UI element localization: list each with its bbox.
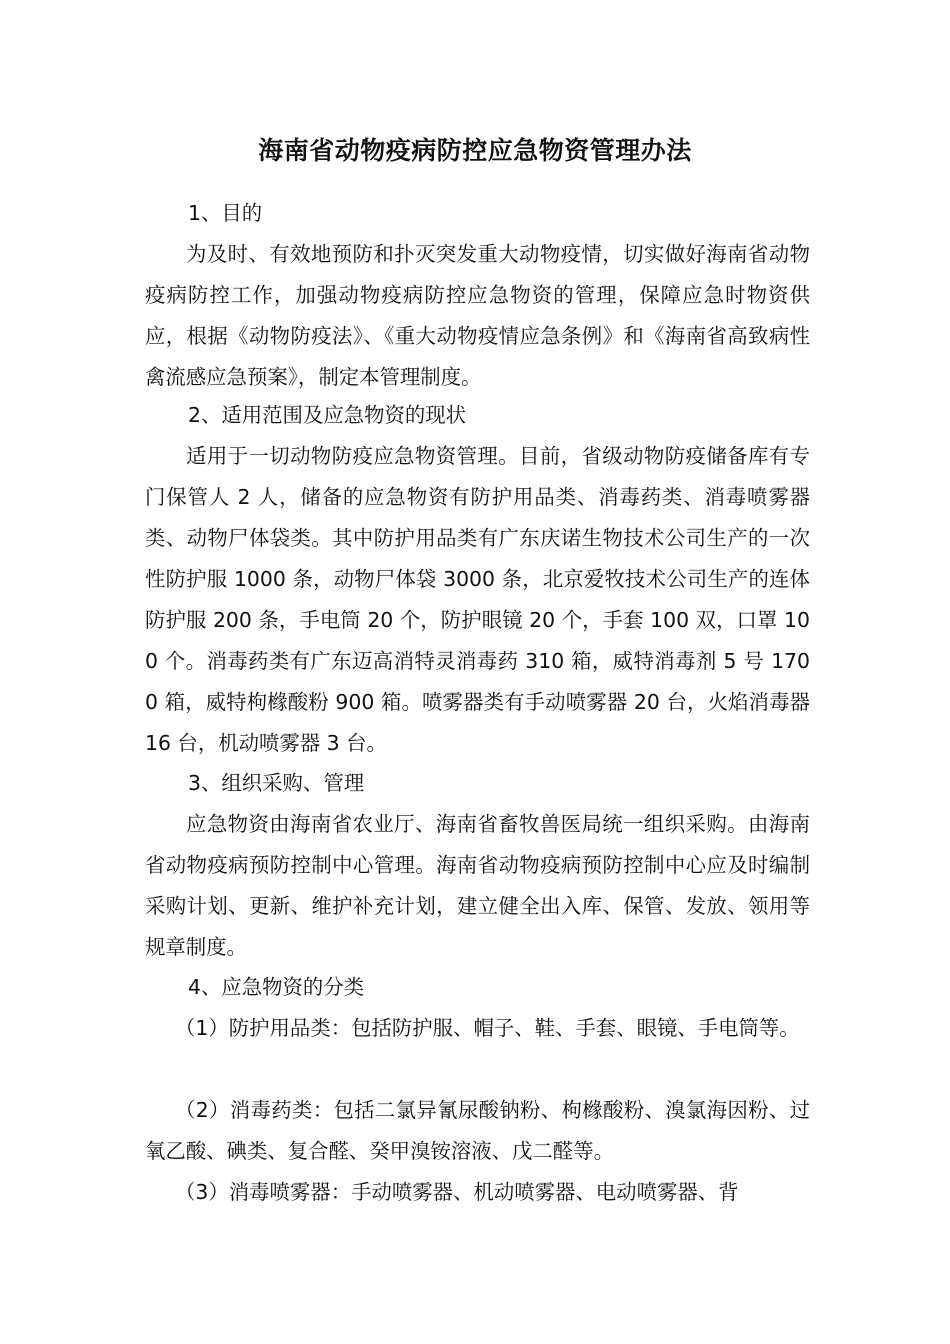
section-4-heading: 4、应急物资的分类 xyxy=(188,975,365,999)
section-3-heading: 3、组织采购、管理 xyxy=(188,771,365,795)
section-3-body: 应急物资由海南省农业厅、海南省畜牧兽医局统一组织采购。由海南省动物疫病预防控制中心管理。海南省动物疫病预防控制中心应及时编制采购计划、更新、维护补充计划，建立健全出入库、保管、发放、领用等规章制度。 xyxy=(145,812,810,959)
section-4-item-1: （1）防护用品类：包括防护服、帽子、鞋、手套、眼镜、手电筒等。 xyxy=(175,1016,800,1040)
section-1-body: 为及时、有效地预防和扑灭突发重大动物疫情，切实做好海南省动物疫病防控工作，加强动物疫病防控应急物资的管理，保障应急时物资供应，根据《动物防疫法》、《重大动物疫情应急条例》和《海南省高致病性禽流感应急预案》，制定本管理制度。 xyxy=(145,242,810,389)
section-4-item-3: （3）消毒喷雾器：手动喷雾器、机动喷雾器、电动喷雾器、背 xyxy=(175,1180,739,1204)
section-1-heading: 1、目的 xyxy=(188,201,263,225)
section-2-body: 适用于一切动物防疫应急物资管理。目前，省级动物防疫储备库有专门保管人 2 人，储备的应急物资有防护用品类、消毒药类、消毒喷雾器类、动物尸体袋类。其中防护用品类有广东庆诺生物技术公司生产的一次性防护服 1000 条，动物尸体袋 3000 条，北京爱牧技术公司生产的连体防护服 200 条，手电筒 20 个，防护眼镜 20 个，手套 100 双，口罩 100 个。消毒药类有广东迈高消特灵消毒药 310 箱，威特消毒剂 5 号 1700 箱，威特枸橼酸粉 900 箱。喷雾器类有手动喷雾器 20 台，火焰消毒器 16 台，机动喷雾器 3 台。 xyxy=(145,444,810,755)
section-4-item-2: （2）消毒药类：包括二氯异氰尿酸钠粉、枸橼酸粉、溴氯海因粉、过氧乙酸、碘类、复合醛、癸甲溴铵溶液、戊二醛等。 xyxy=(145,1098,810,1163)
section-2-heading: 2、适用范围及应急物资的现状 xyxy=(188,403,467,427)
document-title: 海南省动物疫病防控应急物资管理办法 xyxy=(258,136,692,165)
